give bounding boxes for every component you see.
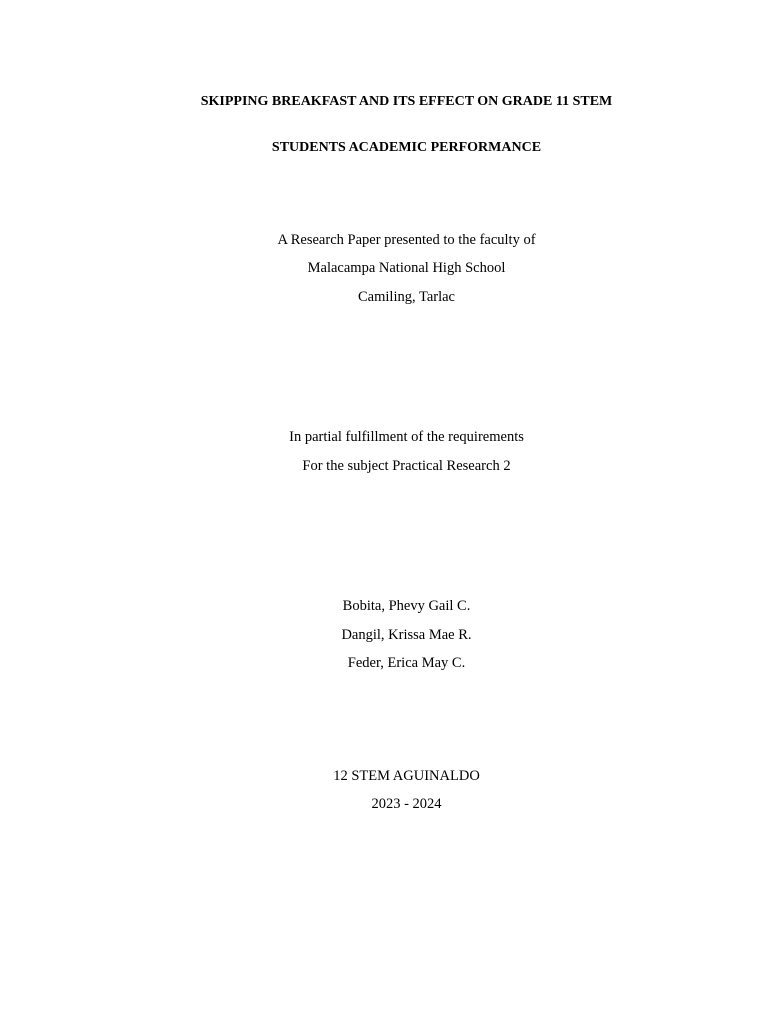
fulfillment-line-2: For the subject Practical Research 2	[302, 458, 511, 474]
author-name: Bobita, Phevy Gail C.	[342, 598, 471, 614]
title-line-1: SKIPPING BREAKFAST AND ITS EFFECT ON GRADE 11 STEM	[200, 94, 613, 109]
school-name: Malacampa National High School	[307, 260, 506, 276]
fulfillment-line-1: In partial fulfillment of the requirements	[289, 429, 524, 445]
school-location: Camiling, Tarlac	[358, 289, 455, 305]
author-name: Feder, Erica May C.	[347, 655, 466, 671]
presentation-line: A Research Paper presented to the faculty of	[277, 232, 536, 248]
school-year: 2023 - 2024	[371, 796, 442, 812]
section-name: 12 STEM AGUINALDO	[333, 768, 480, 784]
title-line-2: STUDENTS ACADEMIC PERFORMANCE	[271, 140, 542, 155]
author-name: Dangil, Krissa Mae R.	[341, 627, 472, 643]
